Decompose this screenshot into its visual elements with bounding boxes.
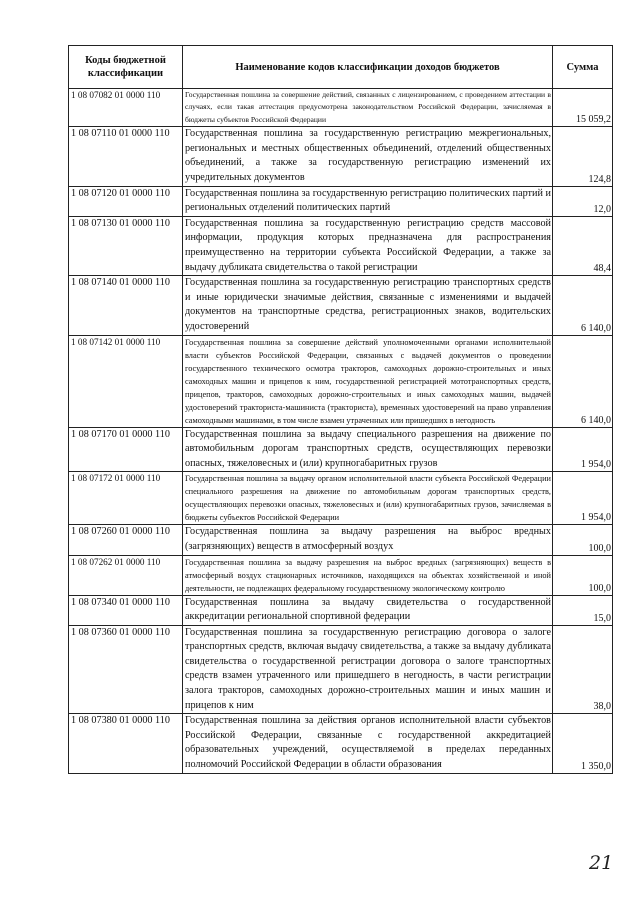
row-name: Государственная пошлина за выдачу разрешения на выброс вредных (загрязняющих) веществ в атмосферный воздух — [183, 525, 553, 555]
table-row — [69, 89, 613, 127]
row-name: Государственная пошлина за государственную регистрацию договора о залоге транспортных средств, включая выдачу свидетельства, а также за выдачу дубликата свидетельства о государственной регистрации договора о залоге транспортных средств взамен утраченного или пришедшего в негодность, в части регистрации залога тракторов, самоходных дорожно-строительных машин и иных машин и прицепов к ним — [183, 625, 553, 714]
row-name: Государственная пошлина за совершение действий уполномоченными органами исполнительной власти субъектов Российской Федерации, связанных с выдачей документов о проведении государственного технического осмотра тракторов, самоходных дорожно-строительных и иных самоходных машин и прицепов к ним, государственной регистрацией мототранспортных средств, прицепов, тракторов, самоходных дорожно-строительных и иных самоходных машин, выдачей удостоверений тракториста-машиниста (тракториста), временных удостоверений на право управления самоходными машинами, в том числе взамен утраченных или пришедших в негодность — [183, 335, 553, 427]
table-body — [69, 89, 613, 774]
row-amount: 12,0 — [553, 186, 613, 216]
row-name: Государственная пошлина за действия органов исполнительной власти субъектов Российской Федерации, связанные с государственной аккредитацией образовательных учреждений, осуществляемой в пределах переданных полномочий Российской Федерации в области образования — [183, 714, 553, 773]
row-name: Государственная пошлина за выдачу свидетельства о государственной аккредитации региональной спортивной федерации — [183, 595, 553, 625]
row-amount: 1 954,0 — [553, 427, 613, 472]
row-code: 1 08 07170 01 0000 110 — [69, 427, 183, 472]
table-row — [69, 525, 613, 555]
table-row — [69, 714, 613, 773]
row-amount: 100,0 — [553, 525, 613, 555]
row-amount: 48,4 — [553, 216, 613, 275]
row-amount: 15 059,2 — [553, 89, 613, 127]
row-code: 1 08 07262 01 0000 110 — [69, 555, 183, 595]
row-amount: 15,0 — [553, 595, 613, 625]
table-row — [69, 216, 613, 275]
row-amount: 6 140,0 — [553, 335, 613, 427]
row-code: 1 08 07140 01 0000 110 — [69, 276, 183, 335]
row-name: Государственная пошлина за государственную регистрацию транспортных средств и иные юридически значимые действия, связанные с изменениями и выдачей документов на транспортные средства, регистрационных знаков, водительских удостоверений — [183, 276, 553, 335]
table-row — [69, 625, 613, 714]
header-name: Наименование кодов классификации доходов бюджетов — [183, 46, 553, 89]
row-name: Государственная пошлина за государственную регистрацию средств массовой информации, продукция которых предназначена для распространения преимущественно на территории субъекта Российской Федерации, а также за выдачу дубликата свидетельства о такой регистрации — [183, 216, 553, 275]
row-code: 1 08 07130 01 0000 110 — [69, 216, 183, 275]
table-row — [69, 186, 613, 216]
table-row — [69, 555, 613, 595]
row-code: 1 08 07142 01 0000 110 — [69, 335, 183, 427]
table-header-row — [69, 46, 613, 89]
table-row — [69, 472, 613, 525]
row-code: 1 08 07172 01 0000 110 — [69, 472, 183, 525]
row-amount: 38,0 — [553, 625, 613, 714]
row-amount: 1 350,0 — [553, 714, 613, 773]
row-amount: 100,0 — [553, 555, 613, 595]
row-name: Государственная пошлина за выдачу разрешения на выброс вредных (загрязняющих) веществ в атмосферный воздух стационарных источников, находящихся на объектах хозяйственной и иной деятельности, не подлежащих федеральному государственному экологическому контролю — [183, 555, 553, 595]
row-name: Государственная пошлина за совершение действий, связанных с лицензированием, с проведением аттестации в случаях, если такая аттестация предусмотрена законодательством Российской Федерации, зачисляемая в бюджеты субъектов Российской Федерации — [183, 89, 553, 127]
table-row — [69, 127, 613, 186]
row-code: 1 08 07340 01 0000 110 — [69, 595, 183, 625]
row-name: Государственная пошлина за выдачу органом исполнительной власти субъекта Российской Федерации специального разрешения на движение по автомобильным дорогам транспортных средств, осуществляющих перевозки опасных, тяжеловесных и (или) крупногабаритных грузов, зачисляемая в бюджеты субъектов Российской Федерации — [183, 472, 553, 525]
table-row — [69, 276, 613, 335]
row-amount: 6 140,0 — [553, 276, 613, 335]
row-name: Государственная пошлина за государственную регистрацию политических партий и региональных отделений политических партий — [183, 186, 553, 216]
row-amount: 1 954,0 — [553, 472, 613, 525]
table-row — [69, 427, 613, 472]
table-row — [69, 335, 613, 427]
budget-classification-table — [68, 45, 613, 774]
row-code: 1 08 07120 01 0000 110 — [69, 186, 183, 216]
row-name: Государственная пошлина за выдачу специального разрешения на движение по автомобильным дорогам транспортных средств, осуществляющих перевозки опасных, тяжеловесных и (или) крупногабаритных грузов — [183, 427, 553, 472]
row-name: Государственная пошлина за государственную регистрацию межрегиональных, региональных и местных общественных объединений, отделений общественных объединений, а также за государственную регистрацию изменений их учредительных документов — [183, 127, 553, 186]
row-code: 1 08 07360 01 0000 110 — [69, 625, 183, 714]
header-sum: Сумма — [553, 46, 613, 89]
page-number: 21 — [589, 852, 614, 874]
row-code: 1 08 07260 01 0000 110 — [69, 525, 183, 555]
table-row — [69, 595, 613, 625]
row-code: 1 08 07380 01 0000 110 — [69, 714, 183, 773]
header-code: Коды бюджетной классификации — [69, 46, 183, 89]
row-code: 1 08 07082 01 0000 110 — [69, 89, 183, 127]
row-code: 1 08 07110 01 0000 110 — [69, 127, 183, 186]
row-amount: 124,8 — [553, 127, 613, 186]
